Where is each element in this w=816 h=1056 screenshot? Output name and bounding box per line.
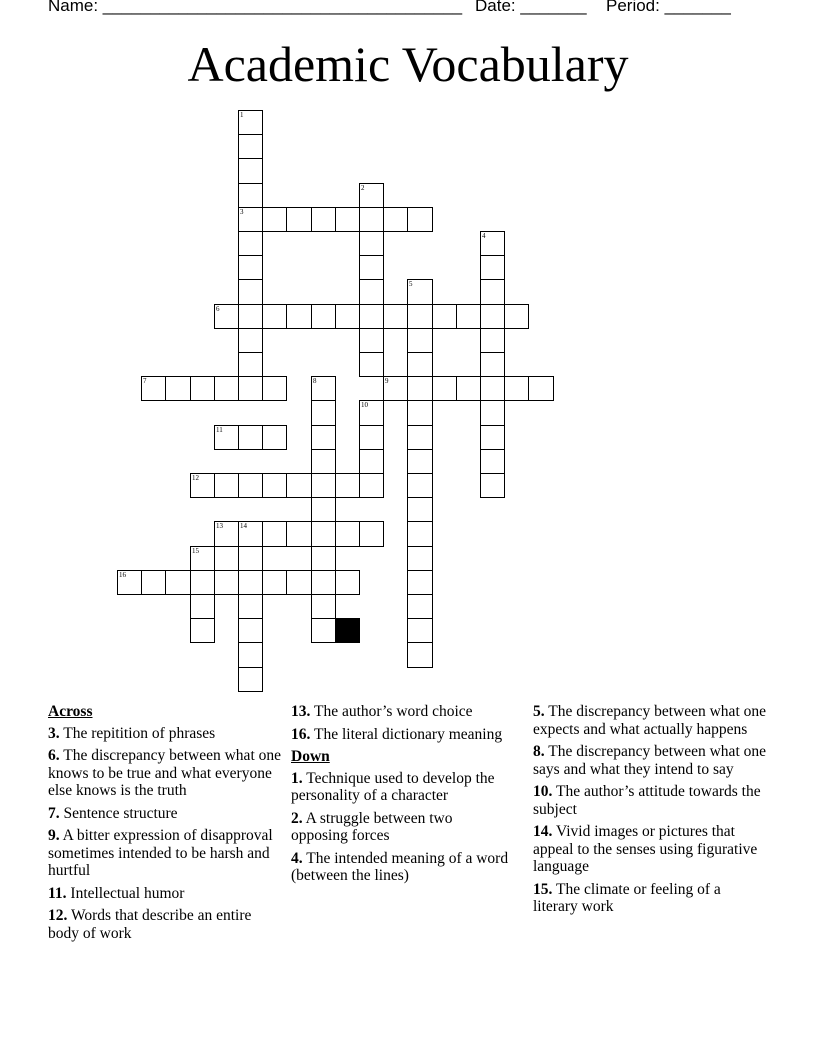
grid-cell[interactable]: [480, 231, 505, 256]
grid-cell[interactable]: [407, 207, 433, 232]
blocked-cell: [335, 618, 360, 643]
grid-cell[interactable]: [407, 449, 433, 474]
grid-cell[interactable]: [311, 570, 336, 595]
grid-cell[interactable]: [407, 570, 433, 595]
grid-cell[interactable]: [359, 521, 384, 547]
name-field[interactable]: Name: ______________________________________: [48, 0, 463, 15]
cell-number: 15: [192, 547, 199, 555]
grid-cell[interactable]: [190, 570, 215, 595]
grid-cell[interactable]: [214, 304, 239, 329]
grid-cell[interactable]: [335, 207, 360, 232]
clue-across-16: 16. The literal dictionary meaning: [291, 725, 503, 743]
cell-number: 11: [216, 426, 223, 434]
grid-cell[interactable]: [407, 473, 433, 498]
grid-cell[interactable]: [214, 473, 239, 498]
clues-column-2: [291, 703, 511, 890]
grid-cell[interactable]: [311, 473, 336, 498]
grid-cell[interactable]: [238, 255, 263, 280]
grid-cell[interactable]: [359, 304, 384, 329]
cell-number: 4: [482, 232, 486, 240]
grid-cell[interactable]: [407, 400, 433, 426]
clues-column-3: [533, 703, 769, 921]
grid-cell[interactable]: [286, 570, 312, 595]
grid-cell[interactable]: [165, 570, 191, 595]
grid-cell[interactable]: [359, 207, 384, 232]
grid-cell[interactable]: [359, 279, 384, 305]
grid-cell[interactable]: [359, 473, 384, 498]
grid-cell[interactable]: [286, 304, 312, 329]
grid-cell[interactable]: [238, 667, 263, 692]
cell-number: 2: [361, 184, 365, 192]
grid-cell[interactable]: [117, 570, 142, 595]
clue-across-9: 9. A bitter expression of disapproval sometimes intended to be harsh and hurtful: [48, 827, 273, 879]
clue-down-1: 1. Technique used to develop the personality of a character: [291, 769, 495, 804]
grid-cell[interactable]: [359, 400, 384, 426]
grid-cell[interactable]: [238, 304, 263, 329]
grid-cell[interactable]: [238, 279, 263, 305]
grid-cell[interactable]: [214, 376, 239, 401]
grid-cell[interactable]: [311, 400, 336, 426]
clue-across-6: 6. The discrepancy between what one knows to be true and what everyone else knows is the truth: [48, 747, 281, 799]
clue-across-12: 12. Words that describe an entire body of work: [48, 907, 252, 942]
grid-cell[interactable]: [407, 279, 433, 305]
grid-cell[interactable]: [432, 304, 457, 329]
grid-cell[interactable]: [480, 400, 505, 426]
grid-cell[interactable]: [238, 110, 263, 135]
clue-down-4: 4. The intended meaning of a word (between the lines): [291, 849, 509, 884]
grid-cell[interactable]: [359, 255, 384, 280]
grid-cell[interactable]: [480, 279, 505, 305]
clue-down-15: 15. The climate or feeling of a literary work: [533, 880, 721, 915]
grid-cell[interactable]: [190, 594, 215, 619]
grid-cell[interactable]: [407, 618, 433, 643]
grid-cell[interactable]: [238, 425, 263, 450]
cell-number: 16: [119, 571, 126, 579]
grid-cell[interactable]: [286, 521, 312, 547]
grid-cell[interactable]: [238, 376, 263, 401]
clue-across-3: 3. The repitition of phrases: [48, 724, 216, 742]
clue-down-2: 2. A struggle between two opposing forces: [291, 809, 453, 844]
grid-cell[interactable]: [359, 328, 384, 353]
grid-cell[interactable]: [359, 183, 384, 208]
grid-cell[interactable]: [262, 425, 287, 450]
grid-cell[interactable]: [238, 134, 263, 159]
grid-cell[interactable]: [238, 183, 263, 208]
clue-down-14: 14. Vivid images or pictures that appeal to the senses using figurative language: [533, 823, 758, 875]
grid-cell[interactable]: [190, 546, 215, 571]
grid-cell[interactable]: [311, 618, 336, 643]
grid-cell[interactable]: [383, 207, 408, 232]
grid-cell[interactable]: [238, 521, 263, 547]
grid-cell[interactable]: [480, 352, 505, 377]
grid-cell[interactable]: [480, 376, 505, 401]
grid-cell[interactable]: [311, 546, 336, 571]
grid-cell[interactable]: [262, 521, 287, 547]
grid-cell[interactable]: [311, 304, 336, 329]
grid-cell[interactable]: [262, 304, 287, 329]
grid-cell[interactable]: [286, 473, 312, 498]
grid-cell[interactable]: [335, 304, 360, 329]
grid-cell[interactable]: [214, 570, 239, 595]
cell-number: 6: [216, 305, 220, 313]
grid-cell[interactable]: [335, 473, 360, 498]
grid-cell[interactable]: [238, 207, 263, 232]
grid-cell[interactable]: [407, 546, 433, 571]
grid-cell[interactable]: [504, 376, 529, 401]
grid-cell[interactable]: [190, 473, 215, 498]
grid-cell[interactable]: [262, 473, 287, 498]
cell-number: 13: [216, 522, 223, 530]
grid-cell[interactable]: [238, 546, 263, 571]
grid-cell[interactable]: [407, 328, 433, 353]
grid-cell[interactable]: [311, 521, 336, 547]
grid-cell[interactable]: [359, 231, 384, 256]
grid-cell[interactable]: [165, 376, 191, 401]
grid-cell[interactable]: [480, 473, 505, 498]
grid-cell[interactable]: [359, 352, 384, 377]
grid-cell[interactable]: [480, 449, 505, 474]
down-heading: Down: [291, 748, 330, 765]
grid-cell[interactable]: [480, 304, 505, 329]
across-heading: Across: [48, 703, 93, 720]
grid-cell[interactable]: [141, 570, 166, 595]
cell-number: 10: [361, 401, 368, 409]
cell-number: 8: [313, 377, 317, 385]
cell-number: 3: [240, 208, 244, 216]
clue-across-13: 13. The author’s word choice: [291, 703, 473, 720]
grid-cell[interactable]: [238, 618, 263, 643]
cell-number: 7: [143, 377, 147, 385]
grid-cell[interactable]: [359, 449, 384, 474]
grid-cell[interactable]: [311, 497, 336, 522]
grid-cell[interactable]: [480, 328, 505, 353]
grid-cell[interactable]: [383, 304, 408, 329]
grid-cell[interactable]: [238, 352, 263, 377]
clue-across-7: 7. Sentence structure: [48, 804, 178, 822]
grid-cell[interactable]: [407, 497, 433, 522]
clue-down-10: 10. The author’s attitude towards the subject: [533, 783, 761, 818]
grid-cell[interactable]: [407, 594, 433, 619]
grid-cell[interactable]: [262, 207, 287, 232]
cell-number: 12: [192, 474, 199, 482]
grid-cell[interactable]: [407, 425, 433, 450]
grid-cell[interactable]: [407, 304, 433, 329]
grid-cell[interactable]: [335, 521, 360, 547]
grid-cell[interactable]: [190, 376, 215, 401]
grid-cell[interactable]: [262, 570, 287, 595]
period-field[interactable]: Period: _______: [606, 0, 731, 15]
grid-cell[interactable]: [432, 376, 457, 401]
grid-cell[interactable]: [407, 642, 433, 668]
grid-cell[interactable]: [238, 473, 263, 498]
cell-number: 9: [385, 377, 389, 385]
grid-cell[interactable]: [262, 376, 287, 401]
grid-cell[interactable]: [238, 328, 263, 353]
page-title: Academic Vocabulary: [187, 36, 629, 92]
grid-cell[interactable]: [141, 376, 166, 401]
clue-across-11: 11. Intellectual humor: [48, 884, 185, 902]
grid-cell[interactable]: [238, 158, 263, 184]
grid-cell[interactable]: [407, 376, 433, 401]
grid-cell[interactable]: [456, 304, 481, 329]
grid-cell[interactable]: [456, 376, 481, 401]
date-field[interactable]: Date: _______: [475, 0, 587, 15]
grid-cell[interactable]: [359, 425, 384, 450]
grid-cell[interactable]: [214, 521, 239, 547]
cell-number: 14: [240, 522, 247, 530]
grid-cell[interactable]: [407, 521, 433, 547]
grid-cell[interactable]: [238, 570, 263, 595]
grid-cell[interactable]: [504, 304, 529, 329]
grid-cell[interactable]: [407, 352, 433, 377]
clue-down-5: 5. The discrepancy between what one expects and what actually happens: [533, 703, 766, 738]
grid-cell[interactable]: [480, 255, 505, 280]
cell-number: 5: [409, 280, 413, 288]
grid-cell[interactable]: [238, 642, 263, 668]
grid-cell[interactable]: [238, 231, 263, 256]
grid-cell[interactable]: [335, 570, 360, 595]
grid-cell[interactable]: [190, 618, 215, 643]
grid-cell[interactable]: [311, 594, 336, 619]
grid-cell[interactable]: [528, 376, 554, 401]
grid-cell[interactable]: [311, 449, 336, 474]
grid-cell[interactable]: [311, 376, 336, 401]
cell-number: 1: [240, 111, 244, 119]
clues-column-1: [48, 703, 284, 947]
grid-cell[interactable]: [311, 207, 336, 232]
grid-cell[interactable]: [238, 594, 263, 619]
grid-cell[interactable]: [286, 207, 312, 232]
grid-cell[interactable]: [311, 425, 336, 450]
grid-cell[interactable]: [480, 425, 505, 450]
grid-cell[interactable]: [383, 376, 408, 401]
grid-cell[interactable]: [214, 425, 239, 450]
clue-down-8: 8. The discrepancy between what one says and what they intend to say: [533, 743, 766, 778]
